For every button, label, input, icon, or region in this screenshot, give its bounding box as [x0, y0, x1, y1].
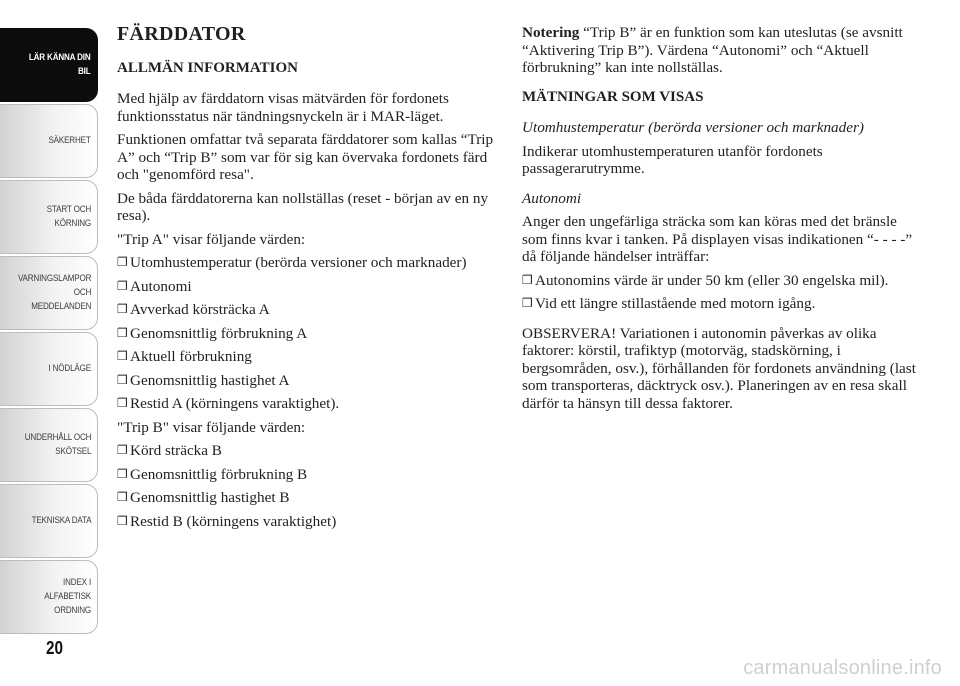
- tab-sakerhet[interactable]: [0, 104, 98, 178]
- checkbox-icon: ❒: [117, 325, 128, 340]
- checkbox-icon: ❒: [117, 349, 128, 363]
- checkbox-icon: ❒: [522, 272, 533, 287]
- tab-tekniska-data[interactable]: [0, 484, 98, 558]
- subheading-autonomy: Autonomi: [522, 189, 582, 207]
- list-item: ❒ Restid A (körningens varaktighet).: [117, 395, 340, 412]
- checkbox-icon: ❒: [117, 372, 128, 387]
- note-paragraph: [522, 24, 917, 77]
- paragraph: Funktionen omfattar två separata färddatorer som kallas “Trip A” och “Trip B” som var för sig kan övervaka fordonets färd och "genomförd resa".: [117, 131, 494, 183]
- trip-a-list: [117, 254, 502, 413]
- checkbox-icon: ❒: [117, 255, 128, 269]
- page-title: FÄRDDATOR: [117, 23, 246, 45]
- list-item: ❒ Utomhustemperatur (berörda versioner och marknader): [117, 254, 467, 271]
- checkbox-icon: ❒: [117, 302, 128, 316]
- tab-label: START OCH KÖRNING: [46, 204, 91, 229]
- checkbox-icon: ❒: [117, 513, 128, 528]
- tab-lar-kanna-din-bil[interactable]: [0, 28, 98, 102]
- observera-paragraph: OBSERVERA! Variationen i autonomin påverkas av olika faktorer: körstil, trafiktyp (motorväg, stadskörning, i bergsområden, osv.), förhållanden för fordonets användning (last som transporteras, däcktryck osv.). Planeringen av en resa skall därför ta hänsyn till dessa faktorer.: [522, 324, 916, 412]
- trip-b-list: [117, 442, 502, 530]
- paragraph: Med hjälp av färddatorn visas mätvärden för fordonets funktionsstatus när tändningsnyckeln är i MAR-läget.: [117, 90, 449, 125]
- tab-label: I NÖDLÄGE: [48, 363, 91, 374]
- checkbox-icon: ❒: [117, 466, 128, 481]
- checkbox-icon: ❒: [117, 443, 128, 457]
- tab-label: INDEX I ALFABETISK ORDNING: [44, 577, 91, 616]
- list-item: ❒ Autonomi: [117, 277, 192, 295]
- autonomy-list: [522, 272, 917, 313]
- tab-i-nodlage[interactable]: [0, 332, 98, 406]
- checkbox-icon: ❒: [117, 490, 128, 504]
- checkbox-icon: ❒: [117, 278, 128, 293]
- list-item: ❒ Körd sträcka B: [117, 442, 222, 459]
- list-item: ❒ Aktuell förbrukning: [117, 348, 252, 365]
- tab-label: TEKNISKA DATA: [31, 515, 91, 526]
- tab-index[interactable]: [0, 560, 98, 634]
- paragraph: De båda färddatorerna kan nollställas (reset - början av en ny resa).: [117, 189, 489, 224]
- list-item: ❒ Vid ett längre stillastående med motorn igång.: [522, 295, 816, 312]
- paragraph: Indikerar utomhustemperaturen utanför fordonets passagerarutrymme.: [522, 142, 823, 177]
- list-item: ❒ Genomsnittlig förbrukning A: [117, 324, 308, 342]
- list-item: ❒ Genomsnittlig förbrukning B: [117, 465, 308, 483]
- note-text: “Trip B” är en funktion som kan uteslutas (se avsnitt “Aktivering Trip B”). Värdena “Autonomi” och “Aktuell förbrukning” kan inte nollställas.: [522, 24, 903, 76]
- subheading-outdoor-temperature: Utomhustemperatur (berörda versioner och marknader): [522, 119, 864, 136]
- tab-underhall-och-skotsel[interactable]: [0, 408, 98, 482]
- list-item: ❒ Avverkad körsträcka A: [117, 301, 270, 318]
- right-column: [522, 24, 917, 418]
- checkbox-icon: ❒: [117, 396, 128, 410]
- page-number: 20: [46, 638, 64, 658]
- list-item: ❒ Genomsnittlig hastighet A: [117, 371, 290, 389]
- list-item: ❒ Autonomins värde är under 50 km (eller 30 engelska mil).: [522, 271, 889, 289]
- section-heading-general: ALLMÄN INFORMATION: [117, 59, 298, 76]
- note-label: Notering: [522, 24, 580, 41]
- checkbox-icon: ❒: [522, 296, 533, 310]
- tab-label: LÄR KÄNNA DIN BIL: [29, 52, 91, 77]
- list-item: ❒ Restid B (körningens varaktighet): [117, 512, 337, 530]
- tab-start-och-korning[interactable]: [0, 180, 98, 254]
- tab-label: UNDERHÅLL OCH SKÖTSEL: [24, 432, 91, 457]
- trip-b-intro: "Trip B" visar följande värden:: [117, 418, 306, 436]
- tab-label: VARNINGSLAMPOR OCH MEDDELANDEN: [17, 273, 91, 312]
- list-item: ❒ Genomsnittlig hastighet B: [117, 489, 290, 506]
- tab-label: SÄKERHET: [48, 135, 91, 146]
- left-column: [117, 20, 502, 536]
- chapter-tabs: [0, 0, 100, 640]
- watermark: carmanualsonline.info: [743, 657, 942, 679]
- trip-a-intro: "Trip A" visar följande värden:: [117, 230, 306, 248]
- section-heading-measurements: MÄTNINGAR SOM VISAS: [522, 88, 704, 105]
- tab-varningslampor[interactable]: [0, 256, 98, 330]
- paragraph: Anger den ungefärliga sträcka som kan köras med det bränsle som finns kvar i tanken. På displayen visas indikationen “- - - -” då följande händelser inträffar:: [522, 213, 913, 265]
